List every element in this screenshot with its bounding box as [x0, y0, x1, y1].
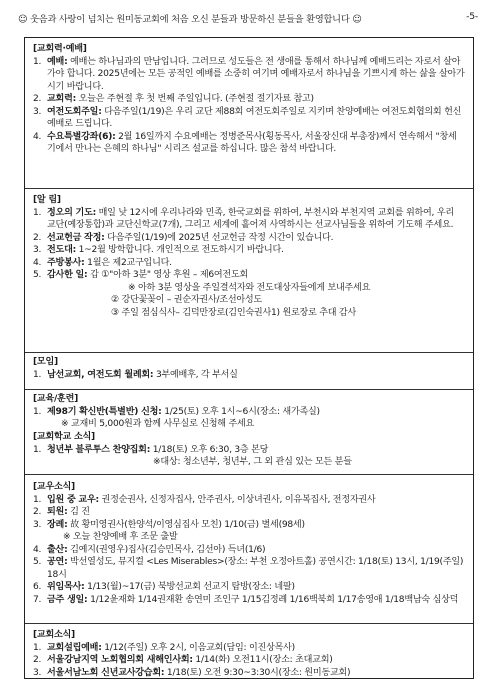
section-church-news [33, 629, 465, 679]
divider [25, 389, 473, 390]
section-meetings [33, 356, 465, 381]
list-item: 1. 정오의 기도: 매일 낮 12시에 우리나라와 민족, 한국교회를 위하여, 부천시와 부천지역 교회를 위하여, 우리 교단(예장통합)과 교단신학교(7개), 그리고 세계에 흩어져 사역하시는 선교사님들을 위하여 기도해 주세요. [33, 207, 454, 230]
page-header [18, 11, 478, 27]
section-title: [교회학교 소식] [33, 432, 95, 442]
divider [25, 474, 473, 475]
list-item: 1. 제98기 확신반(특별반) 신청: 1/25(토) 오후 1시~6시(장소: 새가족실) [33, 406, 320, 417]
sub-note: ※ 교재비 5,000원과 함께 사무실로 신청해 주세요 [61, 419, 255, 429]
list-item: 3. 여전도회주일: 다음주일(1/19)은 우리 교단 제88회 여전도회주일로 지키며 찬양예배는 여전도회협의회 헌신예배로 드립니다. [33, 106, 462, 129]
list-item: 2. 퇴원: 김 진 [33, 507, 90, 517]
section-title: [교육/훈련] [33, 394, 79, 404]
list-item: 3. 장례: 故 황미영권사(한양석/이영심집사 모친) 1/10(금) 별세(98세) [33, 519, 305, 530]
section-notices [33, 194, 465, 319]
list-item: 5. 공연: 박선열성도, 뮤지컬 <Les Miserables>(장소: 부천 오정아트홀) 공연시간: 1/18(토) 13시, 1/19(주일) 18시 [33, 557, 464, 580]
sub-note: ※대상: 청소년부, 청년부, 그 외 관심 있는 모든 분들 [153, 457, 352, 467]
divider [25, 188, 473, 189]
section-worship [33, 43, 465, 156]
list-item: 1. 교회설립예배: 1/12(주일) 오후 2시, 이음교회(담임: 이진상목사) [33, 642, 295, 653]
list-item: 3. 전도대: 1~2월 방학합니다. 개인적으로 전도하시기 바랍니다. [33, 245, 284, 255]
section-title: [교회소식] [33, 630, 75, 640]
section-title: [교회력·예배] [33, 44, 87, 54]
list-item: 1. 남선교회, 여전도회 월례회: 3부예배후, 각 부서실 [33, 369, 238, 380]
list-item: 5. 감사한 일: 갑 ①"아하 3분" 영상 후원 – 제6여전도회 [33, 270, 249, 280]
header-text: ☺ 웃음과 사랑이 넘치는 원미동교회에 처음 오신 분들과 방문하신 분들을 환영합니다 ☺ [18, 14, 362, 25]
section-title: [모임] [33, 357, 58, 367]
list-item: 4. 출산: 김예지(권영우)집사(김승민목사, 김선아) 득녀(1/6) [33, 544, 266, 555]
sub-note: ② 강단꽃꽂이 – 권순자권사/조선아성도 [111, 295, 262, 305]
page-number: -5- [466, 11, 478, 22]
bulletin-frame [24, 37, 474, 679]
list-item: 2. 교회력: 오늘은 주현절 후 첫 번째 주일입니다. (주현절 절기자료 참고) [33, 94, 314, 104]
section-members [33, 481, 465, 606]
sub-note: ※ 아하 3분 영상을 주일결석자와 전도대상자들에게 보내주세요 [128, 282, 371, 293]
sub-note: ※ 오늘 찬양예배 후 조문 출발 [63, 532, 178, 542]
list-item: 6. 위임목사: 1/13(월)~17(금) 북방선교회 선교지 탐방(장소: 네팔) [33, 582, 295, 592]
list-item: 2. 선교헌금 작정: 다음주일(1/19)에 2025년 선교헌금 작정 시간이 있습니다. [33, 232, 334, 243]
list-item: 2. 서울강남지역 노회협의회 새해인사회: 1/14(화) 오전11시(장소: 초대교회) [33, 655, 333, 665]
list-item: 4. 주방봉사: 1월은 제2교구입니다. [33, 257, 172, 268]
section-education [33, 393, 465, 431]
list-item: 1. 예배: 예배는 하나님과의 만남입니다. 그러므로 성도들은 전 생애를 통해서 하나님께 예배드리는 자로서 살아가야 합니다. 2025년에는 모든 공적인 예배를 소중히 여기며 예배자로서 하나님을 기쁘시게 하는 삶을 살아가시기 바랍니다. [33, 56, 465, 92]
list-item: 1. 입원 중 교우: 권정순권사, 신정자집사, 안주권사, 이상녀권사, 이유복집사, 전정자권사 [33, 494, 376, 505]
list-item: 4. 수요특별강좌(6): 2월 16일까지 수요예배는 정병준목사(횡동목사, 서울장신대 부총장)께서 연속해서 "창세기에서 만나는 은혜의 하나님" 시리즈 설교를 하십니다. 많은 참석 바랍니다. [33, 131, 457, 154]
list-item: 3. 서울서남노회 신년교사강습회: 1/18(토) 오전 9:30~3:30시(장소: 원미동교회) [33, 667, 351, 678]
divider [25, 352, 473, 353]
list-item: 7. 금주 생일: 1/12윤재화 1/14권재환 송연미 조인구 1/15김정례 1/16백북희 1/17송영애 1/18백남숙 심상덕 [33, 594, 459, 605]
sub-note: ③ 주일 점심식사– 김덕만장로(김인숙권사1) 원로장로 추대 감사 [111, 307, 357, 318]
section-title: [알 림] [33, 195, 61, 205]
divider [25, 623, 473, 624]
section-church-school [33, 431, 465, 469]
section-title: [교우소식] [33, 482, 75, 492]
list-item: 1. 청년부 블루투스 찬양집회: 1/18(토) 오후 6:30, 3층 본당 [33, 444, 269, 455]
